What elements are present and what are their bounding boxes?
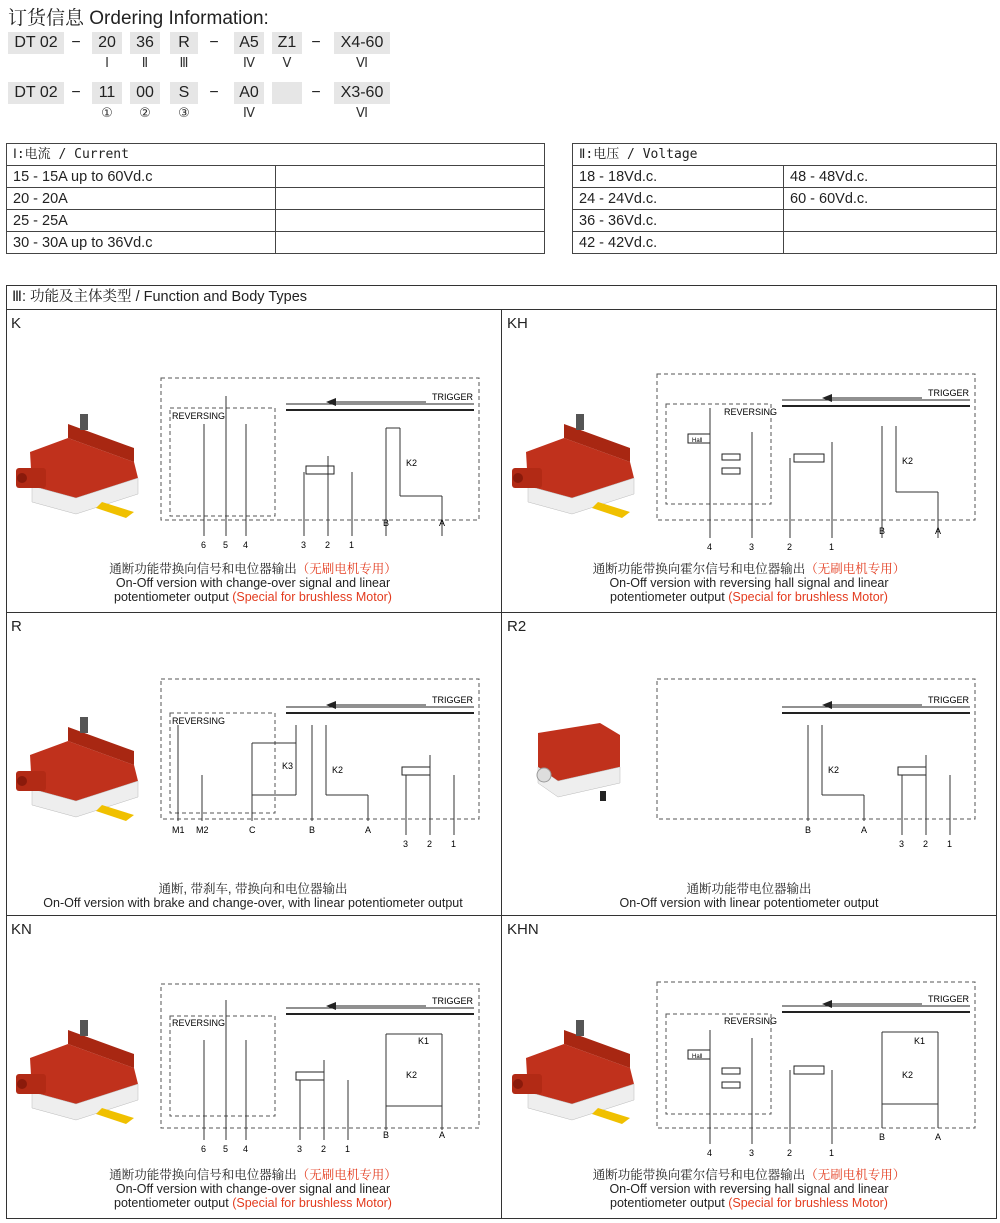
pin-label: B (383, 1130, 390, 1140)
wiring-diagram (652, 675, 982, 855)
function-cell-kn (6, 916, 500, 1218)
function-caption (6, 882, 500, 910)
caption-cn: 通断功能带换向霍尔信号和电位器输出 (592, 562, 806, 576)
pin-label: 3 (899, 839, 905, 849)
motor-product-image (512, 1006, 642, 1131)
pin-label: 2 (787, 1148, 793, 1158)
pin-label: 3 (749, 1148, 755, 1158)
function-cell-k (6, 310, 500, 612)
pin-label: 4 (707, 1148, 713, 1158)
position-label: ① (101, 105, 113, 120)
ordering-title: 订货信息 Ordering Information: (8, 8, 269, 29)
position-label: Ⅵ (356, 105, 368, 120)
wiring-diagram (156, 675, 486, 855)
function-caption (6, 562, 500, 604)
pin-label: A (935, 526, 942, 536)
caption-en-note: (Special for brushless Motor) (728, 590, 888, 604)
table-cell: 36 - 36Vd.c. (573, 210, 784, 232)
diagram-label: TRIGGER (432, 392, 474, 402)
pin-label: 2 (321, 1144, 327, 1154)
pin-label: 4 (243, 1144, 249, 1154)
caption-en: potentiometer output (610, 590, 725, 604)
caption-en: On-Off version with brake and change-over, with linear potentiometer output (43, 896, 463, 910)
diagram-label: Hall (692, 1054, 703, 1060)
pin-label: A (365, 825, 372, 835)
position-label: ③ (178, 105, 190, 120)
table-cell: 15 - 15A up to 60Vd.c (7, 166, 276, 188)
position-label: Ⅳ (243, 55, 255, 70)
table-cell (276, 166, 545, 188)
diagram-label: Hall (692, 438, 703, 444)
pin-label: 5 (223, 1144, 229, 1154)
function-code: KHN (507, 921, 539, 938)
pin-label: M1 (172, 825, 185, 835)
table-cell: 18 - 18Vd.c. (573, 166, 784, 188)
wiring-diagram (156, 376, 486, 552)
code-box: S (170, 82, 198, 104)
caption-cn-note: （无刷电机专用） (805, 562, 906, 576)
pin-label: M2 (196, 825, 209, 835)
code-dash: − (71, 84, 81, 101)
pin-label: 3 (403, 839, 409, 849)
code-box: X4-60 (334, 32, 390, 54)
pin-label: 1 (947, 839, 953, 849)
pin-label: 2 (427, 839, 433, 849)
caption-en-note: (Special for brushless Motor) (232, 1196, 392, 1210)
code-dash: − (71, 34, 81, 51)
function-cell-khn (502, 916, 996, 1218)
function-caption (6, 1168, 500, 1210)
function-cell-r2 (502, 613, 996, 915)
function-caption (502, 1168, 996, 1210)
pin-label: B (879, 526, 886, 536)
function-code: KN (11, 921, 32, 938)
position-label: Ⅲ (179, 55, 189, 70)
pin-label: 6 (201, 1144, 207, 1154)
diagram-label: K2 (828, 765, 840, 775)
diagram-label: REVERSING (724, 1016, 778, 1026)
function-grid-header: Ⅲ: 功能及主体类型 / Function and Body Types (6, 285, 997, 310)
caption-en: On-Off version with change-over signal and linear (115, 576, 391, 590)
code-box: A5 (234, 32, 264, 54)
pin-label: 1 (829, 1148, 835, 1158)
code-dash: − (311, 34, 321, 51)
caption-cn-note: （无刷电机专用） (296, 562, 397, 576)
caption-cn: 通断, 带刹车, 带换向和电位器输出 (158, 882, 348, 896)
diagram-label: K1 (914, 1036, 926, 1046)
diagram-label: K1 (418, 1036, 430, 1046)
diagram-label: TRIGGER (928, 994, 970, 1004)
table-cell: 20 - 20A (7, 188, 276, 210)
caption-en-note: (Special for brushless Motor) (232, 590, 392, 604)
table-cell (276, 210, 545, 232)
diagram-label: TRIGGER (928, 388, 970, 398)
code-box: DT 02 (8, 32, 64, 54)
code-box: DT 02 (8, 82, 64, 104)
function-cell-kh (502, 310, 996, 612)
pin-label: A (935, 1132, 942, 1142)
caption-en: potentiometer output (114, 590, 229, 604)
pin-label: 2 (325, 540, 331, 550)
table-cell (784, 232, 997, 254)
table-cell: 30 - 30A up to 36Vd.c (7, 232, 276, 254)
function-caption (502, 882, 996, 910)
caption-cn-note: （无刷电机专用） (296, 1168, 397, 1182)
code-dash: − (209, 34, 219, 51)
code-box: 00 (130, 82, 160, 104)
position-label: Ⅱ (141, 55, 149, 70)
table-cell (276, 188, 545, 210)
table-cell: 25 - 25A (7, 210, 276, 232)
code-box: X3-60 (334, 82, 390, 104)
code-dash: − (209, 84, 219, 101)
code-box: 11 (92, 82, 122, 104)
pin-label: A (439, 518, 446, 528)
caption-cn-note: （无刷电机专用） (805, 1168, 906, 1182)
pin-label: 1 (349, 540, 355, 550)
caption-en: On-Off version with change-over signal and linear (115, 1182, 391, 1196)
position-label: Ⅵ (356, 55, 368, 70)
pin-label: 1 (345, 1144, 351, 1154)
motor-product-image (530, 715, 630, 805)
table-cell: 60 - 60Vd.c. (784, 188, 997, 210)
diagram-label: K3 (282, 761, 294, 771)
function-caption (502, 562, 996, 604)
pin-label: B (309, 825, 316, 835)
code-box: R (170, 32, 198, 54)
voltage-table (572, 143, 997, 254)
position-label: Ⅴ (282, 55, 292, 70)
function-code: R2 (507, 618, 527, 635)
code-box-empty (272, 82, 302, 104)
caption-en: potentiometer output (610, 1196, 725, 1210)
table-cell: 48 - 48Vd.c. (784, 166, 997, 188)
current-table-header: Ⅰ:电流 / Current (7, 144, 545, 166)
diagram-label: TRIGGER (432, 996, 474, 1006)
diagram-label: K2 (902, 456, 914, 466)
pin-label: 3 (297, 1144, 303, 1154)
pin-label: A (861, 825, 868, 835)
caption-en: On-Off version with reversing hall signal and linear (609, 576, 889, 590)
position-label: Ⅳ (243, 105, 255, 120)
function-code: KH (507, 315, 528, 332)
table-cell: 42 - 42Vd.c. (573, 232, 784, 254)
caption-en: potentiometer output (114, 1196, 229, 1210)
diagram-label: K2 (406, 458, 418, 468)
caption-cn: 通断功能带换向信号和电位器输出 (109, 1168, 297, 1182)
pin-label: A (439, 1130, 446, 1140)
caption-cn: 通断功能带换向信号和电位器输出 (109, 562, 297, 576)
function-code: K (11, 315, 22, 332)
pin-label: 3 (301, 540, 307, 550)
diagram-label: K2 (332, 765, 344, 775)
diagram-label: K2 (902, 1070, 914, 1080)
caption-en: On-Off version with reversing hall signal and linear (609, 1182, 889, 1196)
pin-label: 3 (749, 542, 755, 552)
code-box: A0 (234, 82, 264, 104)
caption-en-note: (Special for brushless Motor) (728, 1196, 888, 1210)
pin-label: 1 (829, 542, 835, 552)
wiring-diagram (156, 980, 486, 1160)
motor-product-image (16, 1006, 146, 1131)
position-label: ② (139, 105, 151, 120)
code-box: 20 (92, 32, 122, 54)
diagram-label: REVERSING (172, 716, 226, 726)
table-cell (276, 232, 545, 254)
motor-product-image (16, 703, 146, 828)
pin-label: C (249, 825, 256, 835)
caption-en: On-Off version with linear potentiometer output (619, 896, 879, 910)
pin-label: B (383, 518, 390, 528)
caption-cn: 通断功能带电位器输出 (686, 882, 812, 896)
function-code: R (11, 618, 22, 635)
pin-label: 4 (707, 542, 713, 552)
code-box: 36 (130, 32, 160, 54)
table-cell: 24 - 24Vd.c. (573, 188, 784, 210)
diagram-label: K2 (406, 1070, 418, 1080)
wiring-diagram (652, 978, 982, 1158)
diagram-label: REVERSING (172, 411, 226, 421)
current-table (6, 143, 545, 254)
pin-label: 2 (923, 839, 929, 849)
position-label: Ⅰ (105, 55, 109, 70)
wiring-diagram (652, 372, 982, 552)
pin-label: 1 (451, 839, 457, 849)
pin-label: B (805, 825, 812, 835)
table-cell (784, 210, 997, 232)
pin-label: 2 (787, 542, 793, 552)
pin-label: 4 (243, 540, 249, 550)
diagram-label: REVERSING (172, 1018, 226, 1028)
motor-product-image (512, 400, 642, 525)
diagram-label: REVERSING (724, 407, 778, 417)
pin-label: B (879, 1132, 886, 1142)
function-cell-r (6, 613, 500, 915)
pin-label: 5 (223, 540, 229, 550)
pin-label: 6 (201, 540, 207, 550)
code-dash: − (311, 84, 321, 101)
voltage-table-header: Ⅱ:电压 / Voltage (573, 144, 997, 166)
motor-product-image (16, 400, 146, 525)
caption-cn: 通断功能带换向霍尔信号和电位器输出 (592, 1168, 806, 1182)
diagram-label: TRIGGER (928, 695, 970, 705)
code-box: Z1 (272, 32, 302, 54)
diagram-label: TRIGGER (432, 695, 474, 705)
